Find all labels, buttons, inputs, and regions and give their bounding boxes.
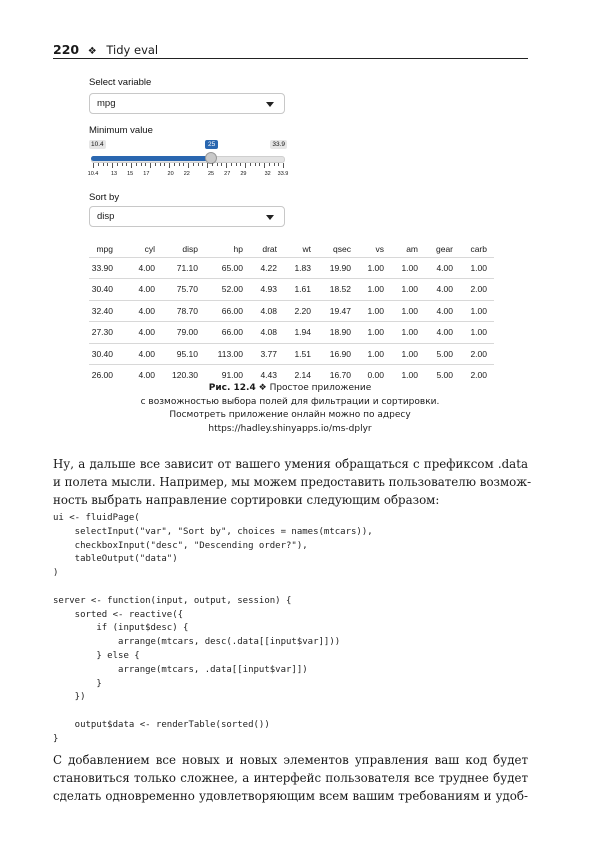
chapter-title: Tidy eval [106,43,159,57]
table-cell: gear [435,244,453,254]
slider-tick [255,163,256,166]
table-row [89,343,494,364]
minimum-value-label: Minimum value [89,125,153,136]
slider-tick [93,163,94,168]
table-cell: disp [182,244,198,254]
table-cell: 1.00 [470,263,487,273]
slider-tick [188,163,189,168]
slider-tick [259,163,260,166]
slider-tick [226,163,227,168]
table-cell: 19.47 [329,305,351,316]
table-cell: 1.94 [294,327,311,338]
table-cell: 4.00 [138,369,155,380]
table-cell: 4.00 [436,305,453,316]
table-cell: 78.70 [176,305,198,316]
table-cell: 1.51 [294,348,311,359]
table-cell: 79.00 [176,327,198,338]
table-cell: 26.00 [91,369,113,380]
slider-tick [207,163,208,168]
slider-tick-label: 27 [224,171,231,177]
select-variable-value: mpg [97,98,116,109]
slider-fill [91,156,211,161]
slider-tick [274,163,275,166]
slider-tick [122,163,123,166]
slider-tick [212,163,213,166]
paragraph-1-line-3: ность выбрать направление сортировки следующим образом: [53,492,440,507]
separator-glyph: ❖ [87,46,97,57]
page-number: 220 [53,42,80,57]
caption-url: https://hadley.shinyapps.io/ms-dplyr [208,423,372,434]
code-line: ) [53,568,59,579]
slider-tick [193,163,194,166]
table-cell: 1.00 [470,305,487,316]
table-cell: 4.00 [436,327,453,338]
table-cell: drat [262,244,277,254]
table-cell: 1.83 [294,263,311,273]
table-cell: 66.00 [221,305,243,316]
slider-tick [221,163,222,166]
code-line [53,705,528,719]
table-cell: 1.00 [367,348,384,359]
table-cell: 1.00 [367,263,384,273]
table-cell: 2.00 [470,284,487,295]
table-cell: 4.00 [436,263,453,273]
data-table [89,239,494,385]
table-cell: vs [375,244,384,254]
table-cell: 1.00 [367,305,384,316]
table-cell: 18.52 [329,284,351,295]
table-cell: 2.20 [294,305,311,316]
slider-tick [136,163,137,166]
select-variable-dropdown[interactable] [89,93,285,114]
slider-tick-label: 33.9 [277,171,289,177]
select-variable-label: Select variable [89,77,152,88]
slider-max-label: 33.9 [272,141,285,148]
table-row [89,321,494,342]
caption-line-2: с возможностью выбора полей для фильтрации и сортировки. [140,396,440,407]
slider-tick [240,163,241,166]
slider-tick [250,163,251,166]
code-line: } [53,733,59,744]
table-cell: 4.00 [138,284,155,295]
slider-tick [160,163,161,166]
slider-tick [145,163,146,166]
slider-tick [117,163,118,166]
code-line [53,581,528,595]
slider-tick [98,163,99,166]
table-cell: wt [302,244,311,254]
table-cell: 4.08 [260,327,277,338]
table-cell: 3.77 [260,348,277,359]
table-cell: 5.00 [436,369,453,380]
table-cell: 5.00 [436,348,453,359]
table-cell: am [406,244,418,254]
code-line: arrange(mtcars, desc(.data[[input$var]])) [53,637,341,648]
slider-tick [174,163,175,166]
slider-tick [112,163,113,168]
slider-tick [264,163,265,168]
table-cell: 1.61 [294,284,311,295]
slider-tick-label: 15 [127,171,134,177]
paragraph-2-line-3: сделать одновременно удовлетворяющим всем вашим требованиям и удоб- [53,788,528,803]
table-header-row [89,239,494,257]
code-line: }) [53,692,86,703]
slider-tick [217,163,218,166]
figure-caption [100,382,480,436]
slider-tick [169,163,170,168]
table-cell: 2.14 [294,369,311,380]
table-cell: 1.00 [401,369,418,380]
paragraph-1-line-2: и полета мысли. Например, мы можем предоставить пользователю возмож- [53,474,532,489]
table-cell: mpg [96,244,113,254]
table-cell: 16.90 [329,348,351,359]
slider-tick-label: 20 [167,171,174,177]
sort-by-dropdown[interactable] [89,206,285,227]
paragraph-2-line-2: становиться только сложнее, а интерфейс пользователя все труднее будет [53,770,528,785]
table-cell: 71.10 [176,263,198,273]
slider-tick-label: 10.4 [87,171,99,177]
caption-separator: ❖ [258,383,267,393]
table-cell: 1.00 [401,305,418,316]
slider-tick [198,163,199,166]
table-cell: 91.00 [221,369,243,380]
table-cell: 0.00 [367,369,384,380]
table-cell: 1.00 [367,284,384,295]
minimum-value-slider[interactable] [89,138,287,182]
figure-number: Рис. 12.4 [208,383,256,393]
table-row [89,278,494,299]
code-line: output$data <- renderTable(sorted()) [53,719,270,730]
table-cell: cyl [144,244,155,254]
running-head [53,42,528,59]
code-line: server <- function(input, output, session) { [53,595,292,606]
slider-current-label: 25 [205,140,218,149]
slider-tick-label: 32 [264,171,271,177]
table-cell: 2.00 [470,348,487,359]
caret-down-icon [266,215,274,220]
slider-tick [155,163,156,166]
table-cell: 4.08 [260,305,277,316]
slider-tick-label: 17 [143,171,150,177]
table-cell: 4.22 [260,263,277,273]
table-cell: 16.70 [329,369,351,380]
slider-min-label: 10.4 [91,141,104,148]
slider-tick [164,163,165,166]
table-cell: 52.00 [221,284,243,295]
slider-tick [131,163,132,168]
code-line: } [53,678,102,689]
code-block [53,512,528,747]
table-cell: carb [470,244,487,254]
table-cell: 18.90 [329,327,351,338]
slider-tick [269,163,270,166]
slider-tick [179,163,180,166]
table-cell: 4.00 [138,263,155,273]
slider-tick [126,163,127,166]
table-cell: 1.00 [470,327,487,338]
table-cell: 1.00 [401,263,418,273]
table-cell: 113.00 [217,348,243,359]
table-cell: hp [233,244,243,254]
slider-tick [103,163,104,166]
slider-tick-label: 25 [207,171,215,177]
table-cell: 30.40 [91,284,113,295]
slider-tick [245,163,246,168]
slider-tick [150,163,151,168]
table-cell: 4.93 [260,284,277,295]
slider-tick [107,163,108,166]
table-cell: 1.00 [401,284,418,295]
sort-by-value: disp [97,211,115,222]
table-cell: 75.70 [176,284,198,295]
table-cell: 1.00 [367,327,384,338]
slider-tick [278,163,279,166]
table-cell: 4.43 [260,369,277,380]
table-cell: 66.00 [221,327,243,338]
slider-tick [202,163,203,166]
code-line: if (input$desc) { [53,623,189,634]
table-row [89,257,494,278]
table-cell: 4.00 [138,327,155,338]
table-cell: 1.00 [401,327,418,338]
code-line: selectInput("var", "Sort by", choices = names(mtcars)), [53,526,373,537]
table-cell: 1.00 [401,348,418,359]
code-line: } else { [53,650,140,661]
table-cell: 2.00 [470,369,487,380]
slider-tick [236,163,237,166]
paragraph-1-line-1: Ну, а дальше все зависит от вашего умения обращаться с префиксом .data [53,457,528,471]
slider-tick-label: 13 [110,171,118,177]
slider-tick [231,163,232,166]
slider-tick [283,163,284,168]
slider-tick [141,163,142,166]
code-line: sorted <- reactive({ [53,609,184,620]
table-cell: 4.00 [436,284,453,295]
slider-tick [183,163,184,166]
table-cell: qsec [333,244,351,254]
table-row [89,300,494,321]
table-cell: 95.10 [176,348,198,359]
code-line: tableOutput("data") [53,554,178,565]
table-cell: 32.40 [91,305,113,316]
paragraph-2-line-1: С добавлением все новых и новых элементов управления ваш код будет [53,753,528,767]
paragraph-1 [53,456,532,509]
code-line: arrange(mtcars, .data[[input$var]]) [53,664,308,675]
sort-by-label: Sort by [89,192,120,203]
table-cell: 30.40 [91,348,113,359]
table-cell: 120.30 [172,369,198,380]
slider-tick-label: 22 [183,171,190,177]
table-cell: 33.90 [91,263,113,273]
caret-down-icon [266,102,274,107]
caption-line-1: Простое приложение [269,383,372,393]
code-line: ui <- fluidPage( [53,513,140,523]
caption-line-3: Посмотреть приложение онлайн можно по адресу [169,410,411,420]
table-cell: 4.00 [138,348,155,359]
slider-tick-label: 29 [240,171,247,177]
code-line: checkboxInput("desc", "Descending order?"), [53,540,308,551]
table-cell: 27.30 [91,327,113,338]
paragraph-2 [53,752,528,805]
table-cell: 65.00 [221,263,243,273]
table-cell: 4.00 [138,305,155,316]
table-cell: 19.90 [329,263,351,273]
